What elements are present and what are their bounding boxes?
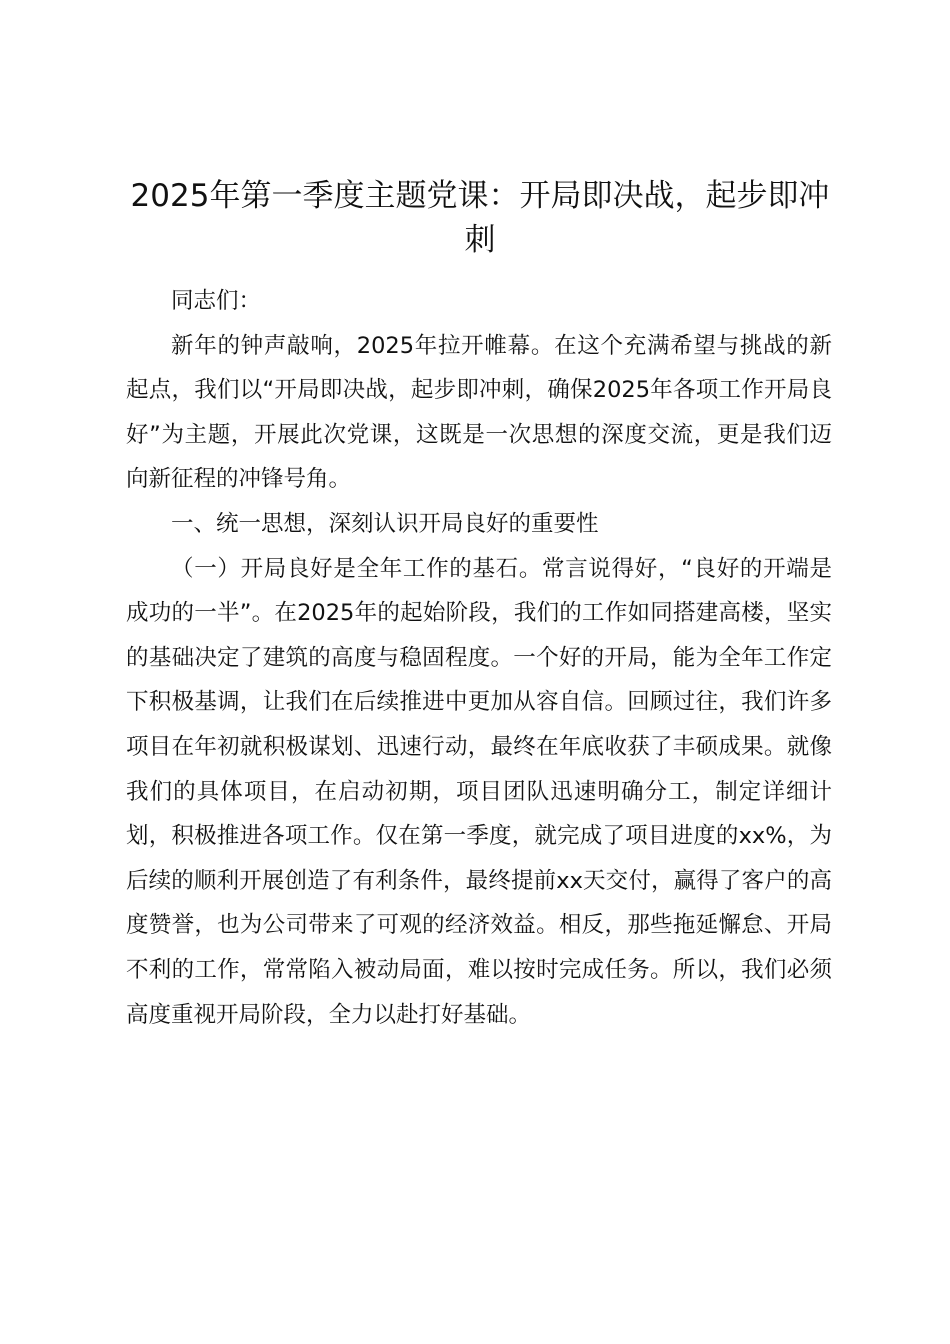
section-heading: 一、统一思想，深刻认识开局良好的重要性 (171, 510, 599, 537)
salutation: 同志们： (171, 288, 262, 314)
document-body (126, 279, 832, 1037)
section-paragraph: （一）开局良好是全年工作的基石。常言说得好，“良好的开端是成功的一半”。在2025年的起始阶段，我们的工作如同搭建高楼，坚实的基础决定了建筑的高度与稳固程度。一个好的开局，能为全年工作定下积极基调，让我们在后续推进中更加从容自信。回顾过往，我们许多项目在年初就积极谋划、迅速行动，最终在年底收获了丰硕成果。就像我们的具体项目，在启动初期，项目团队迅速明确分工，制定详细计划，积极推进各项工作。仅在第一季度，就完成了项目进度的xx%，为后续的顺利开展创造了有利条件，最终提前xx天交付，赢得了客户的高度赞誉，也为公司带来了可观的经济效益。相反，那些拖延懈怠、开局不利的工作，常常陷入被动局面，难以按时完成任务。所以，我们必须高度重视开局阶段，全力以赴打好基础。 (126, 555, 832, 1028)
intro-paragraph: 新年的钟声敲响，2025年拉开帷幕。在这个充满希望与挑战的新起点，我们以“开局即决战，起步即冲刺，确保2025年各项工作开局良好”为主题，开展此次党课，这既是一次思想的深度交流，更是我们迈向新征程的冲锋号角。 (126, 332, 832, 493)
document-title: 2025年第一季度主题党课：开局即决战，起步即冲刺 (130, 178, 830, 258)
